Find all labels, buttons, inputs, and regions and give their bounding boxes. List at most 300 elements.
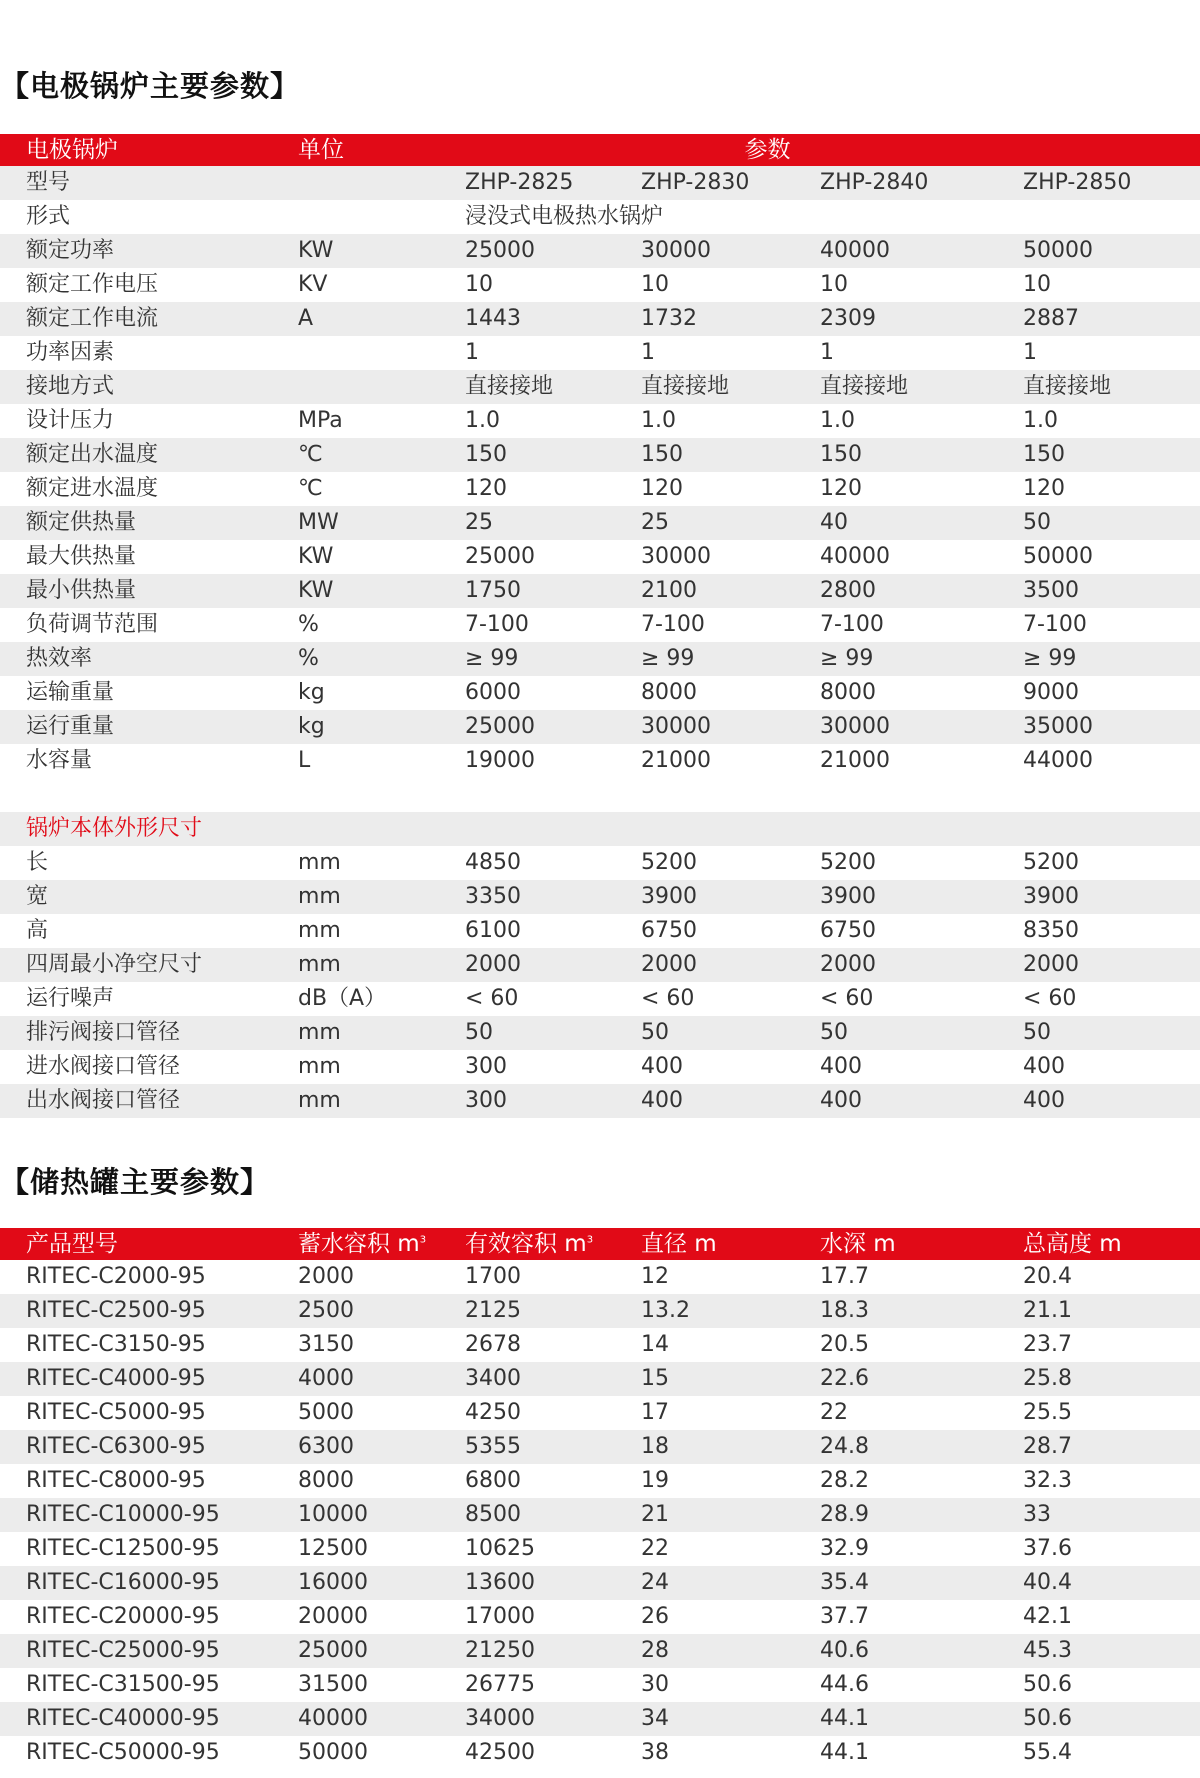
param-name: 功率因素 (26, 340, 115, 365)
tank-table-header (0, 1228, 1200, 1260)
effective-volume: 34000 (465, 1706, 535, 1731)
param-unit: KW (298, 578, 334, 603)
water-depth: 28.2 (820, 1468, 869, 1493)
boiler-spec-row (0, 268, 1200, 302)
value-zhp-2840: 21000 (820, 748, 890, 773)
value-zhp-2840: 40000 (820, 544, 890, 569)
value-zhp-2830: < 60 (641, 986, 695, 1011)
water-depth: 32.9 (820, 1536, 869, 1561)
diameter: 38 (641, 1740, 669, 1765)
value-zhp-2840: 2309 (820, 306, 876, 331)
tank-model: RITEC-C2000-95 (26, 1264, 206, 1289)
param-name: 高 (26, 918, 49, 943)
value-zhp-2850: 150 (1023, 442, 1065, 467)
value-zhp-2825: 3350 (465, 884, 521, 909)
storage-volume: 12500 (298, 1536, 368, 1561)
value-zhp-2825: 1750 (465, 578, 521, 603)
param-name: 型号 (26, 170, 71, 195)
param-unit: % (298, 612, 319, 637)
value-zhp-2840: 2800 (820, 578, 876, 603)
storage-volume: 2000 (298, 1264, 354, 1289)
param-name: 进水阀接口管径 (26, 1054, 181, 1079)
value-zhp-2850: 50 (1023, 510, 1051, 535)
param-unit (298, 336, 465, 370)
value-zhp-2850: 8350 (1023, 918, 1079, 943)
diameter: 18 (641, 1434, 669, 1459)
value-zhp-2825: 1.0 (465, 408, 500, 433)
total-height: 21.1 (1023, 1298, 1072, 1323)
tank-row (0, 1464, 1200, 1498)
value-zhp-2850: < 60 (1023, 986, 1077, 1011)
value-zhp-2825: 300 (465, 1088, 507, 1113)
value-zhp-2830: 400 (641, 1054, 683, 1079)
storage-volume: 40000 (298, 1706, 368, 1731)
value-zhp-2825: 50 (465, 1020, 493, 1045)
param-name: 设计压力 (26, 408, 115, 433)
effective-volume: 10625 (465, 1536, 535, 1561)
value-zhp-2840: 120 (820, 476, 862, 501)
value-zhp-2830: 8000 (641, 680, 697, 705)
total-height: 20.4 (1023, 1264, 1072, 1289)
boiler-spec-row (0, 744, 1200, 778)
water-depth: 22 (820, 1400, 848, 1425)
total-height: 32.3 (1023, 1468, 1072, 1493)
value-zhp-2830: 30000 (641, 238, 711, 263)
param-name: 水容量 (26, 748, 93, 773)
storage-volume: 10000 (298, 1502, 368, 1527)
tank-spec-table (0, 1228, 1200, 1770)
total-height: 55.4 (1023, 1740, 1072, 1765)
param-unit (298, 370, 465, 404)
storage-volume: 8000 (298, 1468, 354, 1493)
param-unit: KW (298, 238, 334, 263)
value-zhp-2850: 直接接地 (1023, 374, 1112, 399)
effective-volume: 42500 (465, 1740, 535, 1765)
value-zhp-2850: 400 (1023, 1088, 1065, 1113)
param-name: 最大供热量 (26, 544, 137, 569)
param-name: 运行噪声 (26, 986, 115, 1011)
tank-row (0, 1396, 1200, 1430)
value-zhp-2825: 25000 (465, 544, 535, 569)
water-depth: 28.9 (820, 1502, 869, 1527)
dimensions-subheader (0, 812, 1200, 846)
boiler-spec-row (0, 234, 1200, 268)
header-boiler: 电极锅炉 (26, 137, 118, 163)
value-zhp-2850: 2887 (1023, 306, 1079, 331)
tank-row (0, 1328, 1200, 1362)
value-zhp-2830: 6750 (641, 918, 697, 943)
boiler-spec-row (0, 200, 1200, 234)
value-zhp-2840: 30000 (820, 714, 890, 739)
param-name: 四周最小净空尺寸 (26, 952, 203, 977)
tank-model: RITEC-C16000-95 (26, 1570, 220, 1595)
value-zhp-2840: 1 (820, 340, 834, 365)
value-zhp-2840: 7-100 (820, 612, 884, 637)
effective-volume: 17000 (465, 1604, 535, 1629)
param-name: 运行重量 (26, 714, 115, 739)
param-unit: ℃ (298, 442, 323, 467)
dimension-row (0, 982, 1200, 1016)
effective-volume: 3400 (465, 1366, 521, 1391)
value-zhp-2830: 10 (641, 272, 669, 297)
effective-volume: 2678 (465, 1332, 521, 1357)
total-height: 33 (1023, 1502, 1051, 1527)
effective-volume: 1700 (465, 1264, 521, 1289)
value-zhp-2840: 400 (820, 1088, 862, 1113)
dimension-row (0, 914, 1200, 948)
boiler-spec-row (0, 506, 1200, 540)
header-effective-volume: 有效容积 $m^3$ (465, 1231, 594, 1257)
tank-model: RITEC-C40000-95 (26, 1706, 220, 1731)
value-zhp-2825: 1443 (465, 306, 521, 331)
value-zhp-2825: 6000 (465, 680, 521, 705)
param-unit: mm (298, 1054, 341, 1079)
value-zhp-2825: 25000 (465, 714, 535, 739)
diameter: 26 (641, 1604, 669, 1629)
header-unit: 单位 (298, 137, 344, 163)
water-depth: 22.6 (820, 1366, 869, 1391)
value-zhp-2830: 30000 (641, 714, 711, 739)
param-unit: % (298, 646, 319, 671)
tank-row (0, 1260, 1200, 1294)
value-zhp-2830: 5200 (641, 850, 697, 875)
value-zhp-2825: 25000 (465, 238, 535, 263)
total-height: 42.1 (1023, 1604, 1072, 1629)
tank-row (0, 1736, 1200, 1770)
effective-volume: 6800 (465, 1468, 521, 1493)
diameter: 14 (641, 1332, 669, 1357)
storage-volume: 6300 (298, 1434, 354, 1459)
diameter: 17 (641, 1400, 669, 1425)
value-zhp-2840: 3900 (820, 884, 876, 909)
value-zhp-2825: 300 (465, 1054, 507, 1079)
value-zhp-2830: ≥ 99 (641, 646, 695, 671)
value-zhp-2825: 25 (465, 510, 493, 535)
tank-row (0, 1294, 1200, 1328)
effective-volume: 13600 (465, 1570, 535, 1595)
value-zhp-2830: 7-100 (641, 612, 705, 637)
storage-volume: 50000 (298, 1740, 368, 1765)
value-zhp-2840: 40 (820, 510, 848, 535)
param-name: 额定出水温度 (26, 442, 159, 467)
effective-volume: 8500 (465, 1502, 521, 1527)
water-depth: 37.7 (820, 1604, 869, 1629)
boiler-spec-row (0, 574, 1200, 608)
water-depth: 18.3 (820, 1298, 869, 1323)
total-height: 23.7 (1023, 1332, 1072, 1357)
value-zhp-2825: < 60 (465, 986, 519, 1011)
value-zhp-2850: 50000 (1023, 238, 1093, 263)
effective-volume: 5355 (465, 1434, 521, 1459)
value-zhp-2850: 7-100 (1023, 612, 1087, 637)
value-zhp-2850: 1.0 (1023, 408, 1058, 433)
value-zhp-2825: 150 (465, 442, 507, 467)
boiler-table-header (0, 134, 1200, 166)
value-zhp-2830: 30000 (641, 544, 711, 569)
value-zhp-2840: 2000 (820, 952, 876, 977)
diameter: 22 (641, 1536, 669, 1561)
param-unit: MW (298, 510, 339, 535)
boiler-spec-table (0, 134, 1200, 1118)
param-name: 排污阀接口管径 (26, 1020, 181, 1045)
table-spacer (0, 778, 1200, 812)
storage-volume: 16000 (298, 1570, 368, 1595)
tank-model: RITEC-C6300-95 (26, 1434, 206, 1459)
dimension-row (0, 948, 1200, 982)
tank-model: RITEC-C5000-95 (26, 1400, 206, 1425)
water-depth: 44.1 (820, 1740, 869, 1765)
param-name: 长 (26, 850, 49, 875)
param-unit: A (298, 306, 314, 331)
tank-model: RITEC-C10000-95 (26, 1502, 220, 1527)
value-zhp-2825: 4850 (465, 850, 521, 875)
value-zhp-2850: 3500 (1023, 578, 1079, 603)
effective-volume: 26775 (465, 1672, 535, 1697)
param-unit: L (298, 748, 311, 773)
value-zhp-2850: 35000 (1023, 714, 1093, 739)
param-name: 出水阀接口管径 (26, 1088, 181, 1113)
header-model: 产品型号 (26, 1231, 118, 1257)
diameter: 24 (641, 1570, 669, 1595)
value-zhp-2840: 直接接地 (820, 374, 909, 399)
value-zhp-2840: 8000 (820, 680, 876, 705)
water-depth: 20.5 (820, 1332, 869, 1357)
value-zhp-2850: 5200 (1023, 850, 1079, 875)
dimension-row (0, 880, 1200, 914)
param-unit: mm (298, 884, 341, 909)
value-zhp-2825: 7-100 (465, 612, 529, 637)
total-height: 45.3 (1023, 1638, 1072, 1663)
value-zhp-2840: 10 (820, 272, 848, 297)
value-zhp-2840: 5200 (820, 850, 876, 875)
value-zhp-2830: 1 (641, 340, 655, 365)
storage-volume: 31500 (298, 1672, 368, 1697)
param-unit: dB（A） (298, 986, 387, 1011)
value-zhp-2830: 150 (641, 442, 683, 467)
value-zhp-2830: 21000 (641, 748, 711, 773)
boiler-spec-row (0, 472, 1200, 506)
value-zhp-2825: ≥ 99 (465, 646, 519, 671)
header-total-height: 总高度 m (1023, 1231, 1122, 1257)
value-zhp-2825: 10 (465, 272, 493, 297)
dimensions-title: 锅炉本体外形尺寸 (0, 812, 1200, 846)
param-unit: kg (298, 680, 325, 705)
dimension-row (0, 846, 1200, 880)
value-zhp-2850: 44000 (1023, 748, 1093, 773)
value-zhp-2850: 9000 (1023, 680, 1079, 705)
storage-volume: 20000 (298, 1604, 368, 1629)
value-zhp-2830: 400 (641, 1088, 683, 1113)
value-zhp-2830: 1.0 (641, 408, 676, 433)
value-zhp-2850: 50000 (1023, 544, 1093, 569)
param-name: 负荷调节范围 (26, 612, 159, 637)
tank-model: RITEC-C3150-95 (26, 1332, 206, 1357)
value-zhp-2830: 120 (641, 476, 683, 501)
diameter: 12 (641, 1264, 669, 1289)
header-water-depth: 水深 m (820, 1231, 896, 1257)
param-unit: mm (298, 850, 341, 875)
value-merged: 浸没式电极热水锅炉 (465, 204, 664, 229)
value-zhp-2830: 直接接地 (641, 374, 730, 399)
param-name: 额定工作电压 (26, 272, 159, 297)
boiler-spec-row (0, 370, 1200, 404)
tank-row (0, 1430, 1200, 1464)
tank-row (0, 1668, 1200, 1702)
diameter: 28 (641, 1638, 669, 1663)
value-zhp-2825: 6100 (465, 918, 521, 943)
water-depth: 44.1 (820, 1706, 869, 1731)
value-zhp-2850: 1 (1023, 340, 1037, 365)
diameter: 34 (641, 1706, 669, 1731)
value-zhp-2840: 1.0 (820, 408, 855, 433)
tank-row (0, 1634, 1200, 1668)
storage-volume: 3150 (298, 1332, 354, 1357)
tank-row (0, 1498, 1200, 1532)
value-zhp-2850: ZHP-2850 (1023, 170, 1132, 195)
diameter: 21 (641, 1502, 669, 1527)
param-unit (298, 200, 465, 234)
header-params: 参数 (744, 137, 791, 163)
value-zhp-2850: 3900 (1023, 884, 1079, 909)
value-zhp-2825: 2000 (465, 952, 521, 977)
boiler-spec-row (0, 642, 1200, 676)
value-zhp-2830: 1732 (641, 306, 697, 331)
tank-row (0, 1566, 1200, 1600)
boiler-spec-row (0, 302, 1200, 336)
value-zhp-2830: 3900 (641, 884, 697, 909)
value-zhp-2850: 10 (1023, 272, 1051, 297)
total-height: 25.5 (1023, 1400, 1072, 1425)
param-unit (298, 166, 465, 200)
param-name: 宽 (26, 884, 49, 909)
storage-volume: 2500 (298, 1298, 354, 1323)
effective-volume: 21250 (465, 1638, 535, 1663)
tank-model: RITEC-C25000-95 (26, 1638, 220, 1663)
value-zhp-2850: ≥ 99 (1023, 646, 1077, 671)
param-unit: kg (298, 714, 325, 739)
value-zhp-2830: 2000 (641, 952, 697, 977)
value-zhp-2850: 2000 (1023, 952, 1079, 977)
boiler-spec-row (0, 336, 1200, 370)
tank-model: RITEC-C31500-95 (26, 1672, 220, 1697)
param-unit: mm (298, 952, 341, 977)
param-unit: mm (298, 918, 341, 943)
tank-model: RITEC-C50000-95 (26, 1740, 220, 1765)
total-height: 50.6 (1023, 1672, 1072, 1697)
param-name: 额定工作电流 (26, 306, 159, 331)
value-zhp-2840: 6750 (820, 918, 876, 943)
dimension-row (0, 1084, 1200, 1118)
boiler-spec-row (0, 438, 1200, 472)
effective-volume: 2125 (465, 1298, 521, 1323)
header-diameter: 直径 m (641, 1231, 717, 1257)
storage-volume: 4000 (298, 1366, 354, 1391)
value-zhp-2825: 120 (465, 476, 507, 501)
diameter: 13.2 (641, 1298, 690, 1323)
water-depth: 24.8 (820, 1434, 869, 1459)
value-zhp-2840: 40000 (820, 238, 890, 263)
dimension-row (0, 1016, 1200, 1050)
value-zhp-2840: ≥ 99 (820, 646, 874, 671)
total-height: 40.4 (1023, 1570, 1072, 1595)
value-zhp-2830: 50 (641, 1020, 669, 1045)
dimension-row (0, 1050, 1200, 1084)
param-unit: ℃ (298, 476, 323, 501)
param-name: 额定进水温度 (26, 476, 159, 501)
storage-volume: 25000 (298, 1638, 368, 1663)
param-name: 运输重量 (26, 680, 115, 705)
diameter: 30 (641, 1672, 669, 1697)
total-height: 28.7 (1023, 1434, 1072, 1459)
value-zhp-2830: ZHP-2830 (641, 170, 750, 195)
spacer-cell (0, 778, 1200, 812)
boiler-spec-row (0, 540, 1200, 574)
total-height: 37.6 (1023, 1536, 1072, 1561)
diameter: 19 (641, 1468, 669, 1493)
tank-model: RITEC-C12500-95 (26, 1536, 220, 1561)
boiler-spec-row (0, 166, 1200, 200)
boiler-section-title: 【电极锅炉主要参数】 (0, 69, 301, 103)
effective-volume: 4250 (465, 1400, 521, 1425)
tank-row (0, 1702, 1200, 1736)
tank-row (0, 1532, 1200, 1566)
param-unit: KV (298, 272, 328, 297)
param-unit: KW (298, 544, 334, 569)
value-zhp-2840: ZHP-2840 (820, 170, 929, 195)
tank-row (0, 1600, 1200, 1634)
water-depth: 44.6 (820, 1672, 869, 1697)
total-height: 25.8 (1023, 1366, 1072, 1391)
value-zhp-2830: 25 (641, 510, 669, 535)
tank-model: RITEC-C2500-95 (26, 1298, 206, 1323)
param-name: 额定供热量 (26, 510, 137, 535)
value-zhp-2840: 50 (820, 1020, 848, 1045)
boiler-spec-row (0, 676, 1200, 710)
value-zhp-2840: 400 (820, 1054, 862, 1079)
boiler-spec-row (0, 608, 1200, 642)
total-height: 50.6 (1023, 1706, 1072, 1731)
param-name: 最小供热量 (26, 578, 137, 603)
value-zhp-2825: 直接接地 (465, 374, 554, 399)
tank-model: RITEC-C20000-95 (26, 1604, 220, 1629)
value-zhp-2830: 2100 (641, 578, 697, 603)
value-zhp-2825: ZHP-2825 (465, 170, 574, 195)
header-storage-volume: 蓄水容积 $m^3$ (298, 1231, 427, 1257)
value-zhp-2825: 19000 (465, 748, 535, 773)
tank-section-title: 【储热罐主要参数】 (0, 1165, 271, 1199)
param-unit: mm (298, 1088, 341, 1113)
param-name: 额定功率 (26, 238, 115, 263)
param-unit: MPa (298, 408, 343, 433)
water-depth: 40.6 (820, 1638, 869, 1663)
boiler-spec-row (0, 404, 1200, 438)
value-zhp-2825: 1 (465, 340, 479, 365)
tank-model: RITEC-C8000-95 (26, 1468, 206, 1493)
value-zhp-2840: < 60 (820, 986, 874, 1011)
tank-row (0, 1362, 1200, 1396)
param-name: 热效率 (26, 646, 93, 671)
param-name: 形式 (26, 204, 71, 229)
storage-volume: 5000 (298, 1400, 354, 1425)
value-zhp-2850: 50 (1023, 1020, 1051, 1045)
boiler-spec-row (0, 710, 1200, 744)
param-name: 接地方式 (26, 374, 115, 399)
diameter: 15 (641, 1366, 669, 1391)
water-depth: 35.4 (820, 1570, 869, 1595)
value-zhp-2850: 400 (1023, 1054, 1065, 1079)
tank-model: RITEC-C4000-95 (26, 1366, 206, 1391)
value-zhp-2850: 120 (1023, 476, 1065, 501)
